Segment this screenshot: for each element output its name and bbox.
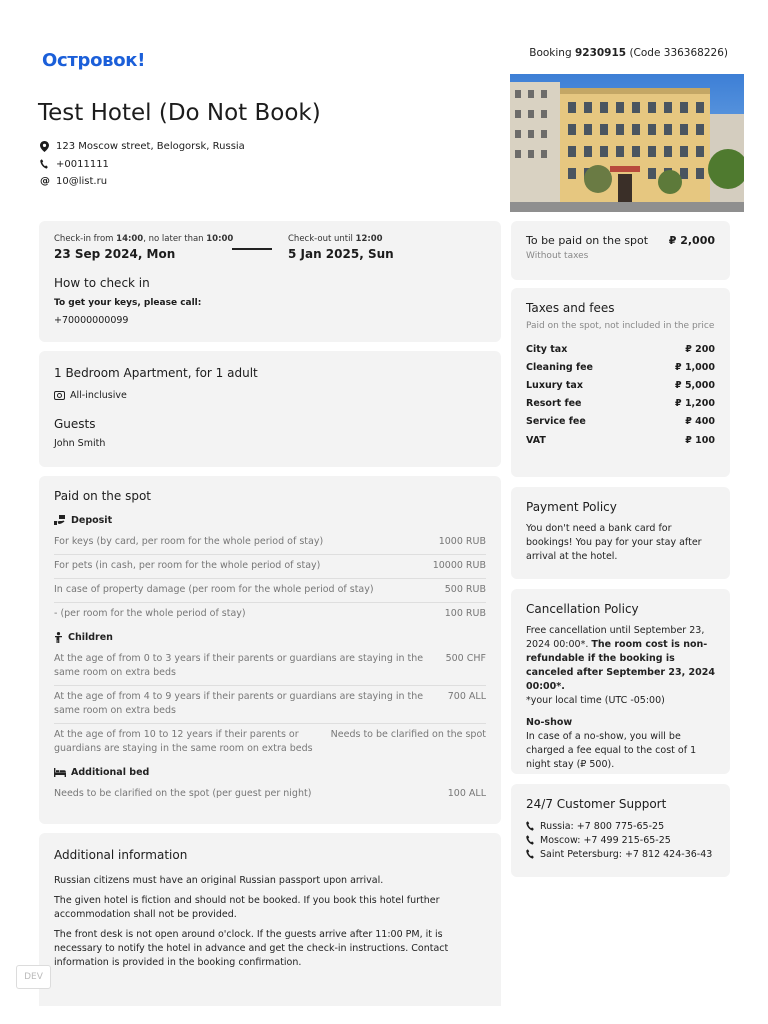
- children-label: At the age of from 10 to 12 years if their parents or guardians are staying in the same room on extra beds: [54, 729, 313, 754]
- hotel-phone[interactable]: +0011111: [56, 158, 109, 170]
- checkin-block: [54, 234, 233, 261]
- deposit-title: Deposit: [71, 514, 113, 526]
- additional-info-title: Additional information: [54, 848, 188, 862]
- guest-name: John Smith: [54, 438, 106, 449]
- cancellation-policy-card: [511, 589, 730, 774]
- noshow-title: No-show: [526, 717, 573, 728]
- fee-row: [526, 413, 715, 431]
- checkin-until: 10:00: [206, 234, 234, 244]
- checkout-date: 5 Jan 2025, Sun: [288, 247, 394, 261]
- date-range-divider: [232, 248, 272, 250]
- support-title: 24/7 Customer Support: [526, 797, 667, 811]
- checkout-time: 12:00: [355, 234, 383, 244]
- fee-row: [526, 376, 715, 394]
- additional-info-passport: Russian citizens must have an original Russian passport upon arrival.: [54, 875, 384, 886]
- children-title: Children: [68, 631, 113, 643]
- deposit-value: 10000 RUB: [432, 560, 486, 571]
- taxes-title: Taxes and fees: [526, 301, 615, 315]
- extra-bed-row: [54, 783, 486, 806]
- taxes-card: [511, 288, 730, 477]
- hotel-email-row: [40, 173, 245, 191]
- fee-row: [526, 431, 715, 449]
- hotel-photo: [510, 74, 744, 212]
- deposit-value: 500 RUB: [444, 584, 486, 595]
- fee-name: Cleaning fee: [526, 361, 593, 373]
- fee-row: [526, 358, 715, 376]
- support-line: [526, 819, 715, 833]
- children-list: [54, 648, 486, 761]
- noshow-text: In case of a no-show, you will be charged a fee equal to the cost of 1 night stay (₽ 500).: [526, 731, 697, 770]
- to-pay-label: To be paid on the spot: [526, 234, 649, 247]
- paid-on-spot-title: Paid on the spot: [54, 489, 152, 503]
- to-pay-note: Without taxes: [526, 251, 589, 261]
- location-pin-icon: [40, 141, 56, 152]
- cancellation-title: Cancellation Policy: [526, 602, 639, 616]
- room-title: 1 Bedroom Apartment, for 1 adult: [54, 366, 258, 380]
- dev-badge: DEV: [16, 965, 51, 989]
- ostrovok-logo[interactable]: Островок!: [42, 50, 146, 71]
- deposit-label: In case of property damage (per room for the whole period of stay): [54, 584, 374, 595]
- support-line: [526, 833, 715, 847]
- fee-name: Luxury tax: [526, 379, 583, 391]
- payment-policy-card: [511, 487, 730, 579]
- children-heading: [54, 626, 486, 648]
- deposit-value: 100 RUB: [444, 608, 486, 619]
- checkin-mid: , no later than: [143, 234, 204, 244]
- fee-row: [526, 340, 715, 358]
- bed-icon: [54, 768, 66, 777]
- fee-value: ₽ 100: [685, 434, 715, 446]
- guests-title: Guests: [54, 417, 96, 431]
- checkin-from: 14:00: [116, 234, 144, 244]
- children-value: 500 CHF: [445, 653, 486, 664]
- children-row: [54, 724, 486, 761]
- support-spb[interactable]: Saint Petersburg: +7 812 424-36-43: [540, 848, 713, 860]
- extra-bed-title: Additional bed: [71, 766, 150, 778]
- at-sign-icon: @: [40, 176, 50, 188]
- cancellation-tz-note: *your local time (UTC -05:00): [526, 695, 665, 706]
- children-label: At the age of from 0 to 3 years if their parents or guardians are staying in the same room on extra beds: [54, 653, 424, 678]
- children-row: [54, 686, 486, 724]
- fee-name: Resort fee: [526, 398, 582, 410]
- fee-value: ₽ 1,200: [675, 398, 715, 410]
- deposit-row: [54, 555, 486, 579]
- payment-policy-text: You don't need a bank card for bookings! You pay for your stay after arrival at the hotel.: [526, 523, 702, 562]
- additional-info-card: [39, 833, 501, 1006]
- to-pay-row: [526, 234, 715, 247]
- support-card: [511, 784, 730, 877]
- booking-prefix: Booking: [529, 47, 572, 59]
- meal-row: [54, 390, 127, 401]
- booking-number: 9230915: [574, 47, 627, 59]
- hotel-address-row: [40, 138, 245, 156]
- deposit-row: [54, 579, 486, 603]
- phone-icon: [526, 849, 540, 859]
- additional-info-fiction: The given hotel is fiction and should not be booked. If you book this hotel further accommodation shall not be provided.: [54, 895, 440, 920]
- checkout-block: [288, 234, 394, 261]
- deposit-value: 1000 RUB: [438, 536, 486, 547]
- keys-phone[interactable]: +70000000099: [54, 315, 129, 326]
- deposit-row: [54, 531, 486, 555]
- taxes-note: Paid on the spot, not included in the price: [526, 321, 715, 331]
- extra-bed-label: Needs to be clarified on the spot (per guest per night): [54, 788, 312, 799]
- hotel-contacts: [40, 138, 245, 191]
- deposit-heading: [54, 509, 486, 531]
- hotel-email[interactable]: 10@list.ru: [56, 176, 108, 188]
- fee-value: ₽ 5,000: [675, 379, 715, 391]
- to-pay-card: [511, 221, 730, 280]
- booking-reference: [529, 47, 728, 59]
- children-label: At the age of from 4 to 9 years if their parents or guardians are staying in the same room on extra beds: [54, 691, 424, 716]
- to-pay-amount: ₽ 2,000: [668, 234, 715, 247]
- cancellation-text: [526, 624, 715, 694]
- checkin-card: [39, 221, 501, 342]
- phone-icon: [40, 159, 56, 169]
- children-value: Needs to be clarified on the spot: [330, 729, 486, 740]
- children-value: 700 ALL: [447, 691, 486, 702]
- hotel-phone-row: [40, 156, 245, 174]
- deposit-icon: [54, 515, 66, 525]
- phone-icon: [526, 821, 540, 831]
- additional-info-front-desk: The front desk is not open around o'clock. If the guests arrive after 11:00 PM, it is necessary to notify the hotel in advance and get the check-in instructions. Contact information is provided in the booking confirmation.: [54, 929, 449, 968]
- extra-bed-heading: [54, 761, 486, 783]
- fee-value: ₽ 400: [685, 416, 715, 428]
- support-russia[interactable]: Russia: +7 800 775-65-25: [540, 820, 665, 832]
- cancellation-non-refundable: The room cost is non-refundable if the booking is canceled after September 23, 2024 00:00*.: [526, 639, 715, 692]
- support-line: [526, 847, 715, 861]
- fee-name: City tax: [526, 343, 568, 355]
- children-row: [54, 648, 486, 686]
- checkin-prefix: Check-in from: [54, 234, 114, 244]
- room-card: [39, 351, 501, 467]
- keys-label: To get your keys, please call:: [54, 298, 202, 308]
- deposit-label: For keys (by card, per room for the whole period of stay): [54, 536, 324, 547]
- child-icon: [54, 632, 63, 643]
- paid-on-spot-card: [39, 476, 501, 824]
- hotel-name: Test Hotel (Do Not Book): [38, 100, 321, 126]
- checkin-times: [54, 234, 233, 244]
- checkin-date: 23 Sep 2024, Mon: [54, 247, 176, 261]
- how-to-checkin-title: How to check in: [54, 276, 150, 290]
- phone-icon: [526, 835, 540, 845]
- deposit-label: For pets (in cash, per room for the whole period of stay): [54, 560, 321, 571]
- extra-bed-value: 100 ALL: [447, 788, 486, 799]
- fee-value: ₽ 200: [685, 343, 715, 355]
- fee-value: ₽ 1,000: [675, 361, 715, 373]
- deposit-row: [54, 603, 486, 626]
- fee-row: [526, 395, 715, 413]
- fee-name: VAT: [526, 434, 546, 446]
- checkout-prefix: Check-out until: [288, 234, 353, 244]
- meal-icon: [54, 391, 65, 400]
- support-moscow[interactable]: Moscow: +7 499 215-65-25: [540, 834, 671, 846]
- meal-plan: All-inclusive: [70, 390, 127, 401]
- hotel-address: 123 Moscow street, Belogorsk, Russia: [56, 141, 245, 153]
- deposit-label: - (per room for the whole period of stay): [54, 608, 246, 619]
- extra-bed-list: [54, 783, 486, 806]
- payment-policy-title: Payment Policy: [526, 500, 617, 514]
- checkout-times: [288, 234, 394, 244]
- cancellation-free: Free cancellation until September 23, 2024 00:00*.: [526, 625, 705, 650]
- fee-name: Service fee: [526, 416, 586, 428]
- booking-code: (Code 336368226): [629, 47, 728, 59]
- deposit-list: [54, 531, 486, 626]
